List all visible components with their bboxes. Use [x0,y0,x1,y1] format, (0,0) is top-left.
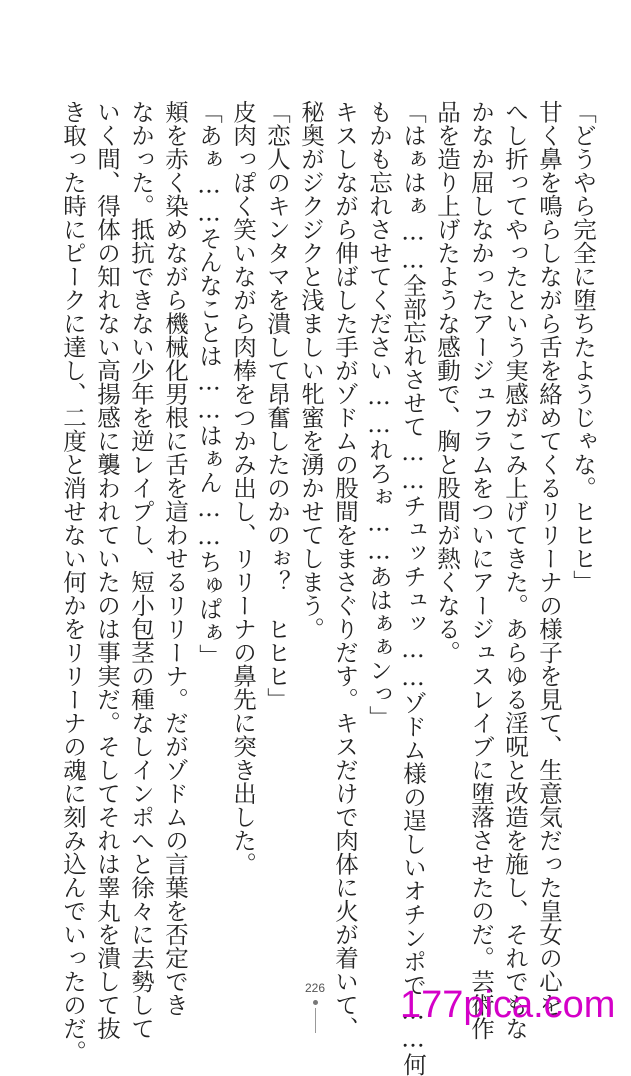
text-line: 「どうやら完全に堕ちたようじゃな。ヒヒヒ」 [569,100,597,594]
folio-dot-icon [313,1000,318,1005]
text-line: いく間、得体の知れない高揚感に襲われていたのは事実だ。そしてそれは睾丸を潰して抜 [93,100,121,1040]
page-number: 226 [304,981,326,995]
text-line: 「あぁ……そんなことは……はぁん……ちゅぱぁ」 [195,100,223,668]
text-line: 皮肉っぽく笑いながら肉棒をつかみ出し、リリーナの鼻先に突き出した。 [229,100,257,876]
text-line: へし折ってやったという実感がこみ上げてきた。あらゆる淫呪と改造を施し、それでもな [501,100,529,1040]
text-line: かなか屈しなかったアージュフラムをついにアージュスレイブに堕落させたのだ。芸術作 [467,100,495,1040]
text-line: 品を造り上げたような感動で、胸と股間が熱くなる。 [433,100,461,664]
text-line: 「はぁはぁ……全部忘れさせて……チュッチュッ……ゾドム様の逞しいオチンポで……何 [399,100,427,1076]
text-line: なかった。抵抗できない少年を逆レイプし、短小包茎の種なしインポへと徐々に去勢して [127,100,155,1040]
text-line: 秘奥がジクジクと浅ましい牝蜜を湧かせてしまう。 [297,100,325,641]
text-line: もかも忘れさせてください……れろぉ……あはぁぁンっ」 [365,100,393,729]
text-line: キスしながら伸ばした手がゾドムの股間をまさぐりだす。キスだけで肉体に火が着いて、 [331,100,359,1040]
folio-divider [315,1008,316,1033]
watermark: 177pica.com [400,984,616,1026]
text-line: 頬を赤く染めながら機械化男根に舌を這わせるリリーナ。だがゾドムの言葉を否定でき [161,100,189,1017]
text-line: 甘く鼻を鳴らしながら舌を絡めてくるリリーナの様子を見て、生意気だった皇女の心を [535,100,563,1017]
text-line: 「恋人のキンタマを潰して昂奮したのかのぉ？ ヒヒヒ」 [263,100,291,711]
text-line: き取った時にピークに達し、二度と消せない何かをリリーナの魂に刻み込んでいったのだ。 [59,100,87,1064]
